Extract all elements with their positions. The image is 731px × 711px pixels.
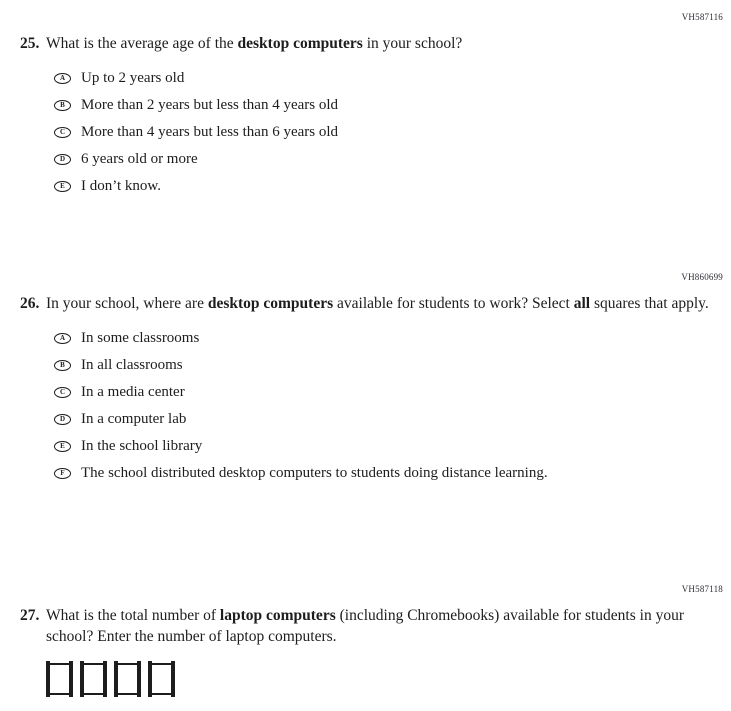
question-25-options [54,70,723,195]
option-label: I don’t know. [81,178,161,194]
question-26-options [54,330,723,482]
question-text [46,293,723,314]
accession-code: VH587116 [681,12,723,22]
prompt-segment-bold: desktop computers [237,35,363,52]
answer-bubble-c-icon[interactable]: C [54,127,71,138]
option-row[interactable] [54,97,723,114]
accession-code: VH860699 [681,272,723,282]
question-number: 27. [20,607,40,624]
question-26-prompt [20,293,723,314]
prompt-segment: (including Chromebooks) available for students in your school? Enter the number of laptop computers. [46,607,684,645]
option-row[interactable] [54,330,723,347]
question-27 [20,584,723,697]
option-row[interactable] [54,70,723,87]
prompt-segment-bold: all [573,295,591,312]
option-label: In a computer lab [81,411,187,427]
option-row[interactable] [54,384,723,401]
prompt-segment: What is the total number of [46,607,220,624]
option-row[interactable] [54,411,723,428]
question-number: 25. [20,35,40,52]
answer-bubble-b-icon[interactable]: B [54,360,71,371]
option-row[interactable] [54,178,723,195]
answer-bubble-d-icon[interactable]: D [54,154,71,165]
question-27-prompt [20,605,723,647]
option-row[interactable] [54,151,723,168]
answer-bubble-c-icon[interactable]: C [54,387,71,398]
option-row[interactable] [54,438,723,455]
option-label: Up to 2 years old [81,70,185,86]
prompt-segment-bold: desktop computers [207,295,334,312]
option-row[interactable] [54,357,723,374]
question-number: 26. [20,295,40,312]
option-label: In the school library [81,438,203,454]
answer-bubble-a-icon[interactable]: A [54,73,71,84]
prompt-segment: available for students to work? Select [333,295,574,312]
option-label: In some classrooms [81,330,200,346]
answer-bubble-e-icon[interactable]: E [54,441,71,452]
question-text [46,33,723,54]
digit-box-2[interactable] [80,661,107,697]
answer-bubble-a-icon[interactable]: A [54,333,71,344]
answer-bubble-e-icon[interactable]: E [54,181,71,192]
answer-bubble-f-icon[interactable]: F [54,468,71,479]
option-label: In all classrooms [81,357,183,373]
digit-box-4[interactable] [148,661,175,697]
answer-bubble-d-icon[interactable]: D [54,414,71,425]
question-25-prompt [20,33,723,54]
option-label: 6 years old or more [81,151,198,167]
question-26 [20,272,723,492]
question-text [46,605,723,647]
prompt-segment: squares that apply. [590,295,709,312]
prompt-segment: in your school? [362,35,463,52]
option-label: More than 4 years but less than 6 years old [81,124,339,140]
option-row[interactable] [54,465,723,482]
digit-box-1[interactable] [46,661,73,697]
prompt-segment: What is the average age of the [46,35,238,52]
question-25 [20,12,723,205]
option-row[interactable] [54,124,723,141]
option-label: More than 2 years but less than 4 years old [81,97,339,113]
answer-bubble-b-icon[interactable]: B [54,100,71,111]
prompt-segment-bold: laptop computers [219,607,336,624]
number-entry-boxes [46,661,723,697]
option-label: In a media center [81,384,185,400]
accession-code: VH587118 [681,584,723,594]
digit-box-3[interactable] [114,661,141,697]
option-label: The school distributed desktop computers to students doing distance learning. [81,465,548,481]
prompt-segment: In your school, where are [46,295,208,312]
